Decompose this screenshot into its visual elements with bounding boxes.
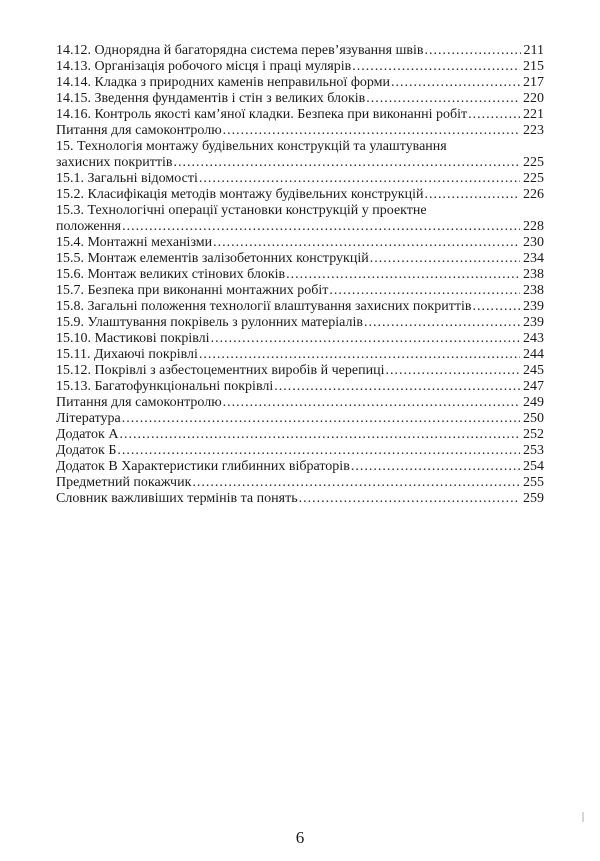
toc-entry-title: 15.13. Багатофункціональні покрівлі	[56, 379, 274, 394]
toc-entry-title: 15.7. Безпека при виконанні монтажних робіт	[56, 283, 329, 298]
toc-leader-dots	[364, 315, 520, 331]
toc-entry-title: Література	[56, 411, 121, 426]
toc-entry	[56, 267, 544, 283]
toc-entry	[56, 171, 544, 187]
scan-artifact	[582, 812, 584, 822]
toc-entry	[56, 395, 544, 411]
toc-leader-dots	[173, 155, 520, 171]
toc-entry-page: 239	[523, 315, 544, 330]
toc-entry-page: 238	[523, 283, 544, 298]
toc-entry-title: 15.9. Улаштування покрівель з рулонних матеріалів	[56, 315, 363, 330]
toc-leader-dots	[425, 43, 521, 59]
toc-entry-title: 15.2. Класифікація методів монтажу будівельних конструкцій	[56, 187, 424, 202]
toc-entry	[56, 43, 544, 59]
toc-entry	[56, 187, 544, 203]
toc-entry-title: захисних покриттів	[56, 155, 173, 170]
toc-entry	[56, 299, 544, 315]
toc-leader-dots	[199, 347, 520, 363]
toc-leader-dots	[468, 107, 520, 123]
toc-entry-page: 230	[523, 235, 544, 250]
toc-entry-title: 15.6. Монтаж великих стінових блоків	[56, 267, 286, 282]
toc-entry-title: Додаток Б	[56, 443, 117, 458]
toc-entry-title: 14.13. Організація робочого місця і праці мулярів	[56, 59, 352, 74]
toc-entry-title: 15.10. Мастикові покрівлі	[56, 331, 210, 346]
toc-entry-title: 14.16. Контроль якості кам’яної кладки. Безпека при виконанні робіт	[56, 107, 468, 122]
toc-entry-page: 238	[523, 267, 544, 282]
toc-entry-title: Додаток А	[56, 427, 119, 442]
toc-leader-dots	[366, 91, 520, 107]
toc-leader-dots	[385, 363, 520, 379]
toc-entry	[56, 411, 544, 427]
toc-leader-dots	[211, 331, 520, 347]
toc-leader-dots	[223, 123, 520, 139]
toc-leader-dots	[391, 75, 520, 91]
toc-entry	[56, 139, 544, 171]
toc-entry-page: 221	[523, 107, 544, 122]
toc-entry-page: 252	[523, 427, 544, 442]
toc-entry	[56, 123, 544, 139]
toc-entry-page: 247	[523, 379, 544, 394]
toc-leader-dots	[213, 235, 520, 251]
toc-entry-page: 254	[523, 459, 544, 474]
page-number: 6	[295, 828, 305, 847]
toc-entry-title: 14.15. Зведення фундаментів і стін з великих блоків	[56, 91, 366, 106]
toc-entry-title: 15.8. Загальні положення технології влаштування захисних покриттів	[56, 299, 472, 314]
toc-entry-page: 225	[523, 155, 544, 170]
toc-entry-title: 14.12. Однорядна й багаторядна система перев’язування швів	[56, 43, 424, 58]
toc-entry	[56, 379, 544, 395]
toc-entry	[56, 235, 544, 251]
toc-entry	[56, 459, 544, 475]
toc-entry	[56, 347, 544, 363]
toc-entry-page: 249	[523, 395, 544, 410]
toc-entry-page: 225	[523, 171, 544, 186]
toc-entry-page: 234	[523, 251, 544, 266]
table-of-contents	[56, 43, 544, 507]
toc-leader-dots	[329, 283, 520, 299]
toc-leader-dots	[299, 491, 520, 507]
toc-entry	[56, 59, 544, 75]
toc-leader-dots	[274, 379, 520, 395]
toc-entry-page: 211	[523, 43, 544, 58]
toc-entry	[56, 75, 544, 91]
toc-entry	[56, 443, 544, 459]
toc-entry-title: 14.14. Кладка з природних каменів неправильної форми	[56, 75, 391, 90]
toc-entry-page: 245	[523, 363, 544, 378]
toc-leader-dots	[122, 411, 520, 427]
toc-entry-title: 15.5. Монтаж елементів залізобетонних конструкцій	[56, 251, 369, 266]
toc-entry	[56, 363, 544, 379]
toc-entry	[56, 491, 544, 507]
toc-leader-dots	[286, 267, 520, 283]
toc-entry	[56, 331, 544, 347]
toc-entry-title: 15.4. Монтажні механізми	[56, 235, 213, 250]
toc-entry-title-line1: 15.3. Технологічні операції установки конструкцій у проектне	[56, 203, 427, 218]
toc-entry-page: 217	[523, 75, 544, 90]
toc-entry	[56, 203, 544, 235]
toc-entry-page: 259	[523, 491, 544, 506]
toc-entry-page: 244	[523, 347, 544, 362]
toc-leader-dots	[119, 427, 520, 443]
toc-leader-dots	[424, 187, 520, 203]
toc-entry-title: положення	[56, 219, 122, 234]
toc-entry-title: Словник важливіших термінів та понять	[56, 491, 298, 506]
toc-entry-page: 250	[523, 411, 544, 426]
toc-entry-title: 15.1. Загальні відомості	[56, 171, 198, 186]
toc-leader-dots	[351, 459, 520, 475]
toc-entry-title: Питання для самоконтролю	[56, 123, 222, 138]
toc-leader-dots	[223, 395, 520, 411]
toc-entry-page: 223	[523, 123, 544, 138]
toc-entry	[56, 91, 544, 107]
toc-entry-title: Питання для самоконтролю	[56, 395, 222, 410]
toc-entry-title: 15.12. Покрівлі з азбестоцементних виробів й черепиці	[56, 363, 385, 378]
toc-leader-dots	[352, 59, 520, 75]
toc-entry-page: 239	[523, 299, 544, 314]
toc-entry-title-line1: 15. Технологія монтажу будівельних конструкцій та улаштування	[56, 139, 447, 154]
toc-entry-page: 220	[523, 91, 544, 106]
toc-leader-dots	[472, 299, 520, 315]
toc-entry	[56, 107, 544, 123]
toc-entry	[56, 427, 544, 443]
toc-entry-page: 226	[523, 187, 544, 202]
toc-entry	[56, 475, 544, 491]
toc-leader-dots	[192, 475, 520, 491]
toc-leader-dots	[199, 171, 520, 187]
toc-entry-title: Предметний покажчик	[56, 475, 192, 490]
toc-entry	[56, 283, 544, 299]
toc-leader-dots	[122, 219, 520, 235]
toc-entry-page: 228	[523, 219, 544, 234]
toc-entry-page: 253	[523, 443, 544, 458]
toc-entry-title: 15.11. Дихаючі покрівлі	[56, 347, 198, 362]
toc-entry-page: 243	[523, 331, 544, 346]
toc-leader-dots	[117, 443, 520, 459]
toc-entry	[56, 315, 544, 331]
toc-leader-dots	[370, 251, 520, 267]
toc-entry	[56, 251, 544, 267]
toc-entry-title: Додаток В Характеристики глибинних вібраторів	[56, 459, 350, 474]
toc-entry-page: 215	[523, 59, 544, 74]
toc-entry-page: 255	[523, 475, 544, 490]
